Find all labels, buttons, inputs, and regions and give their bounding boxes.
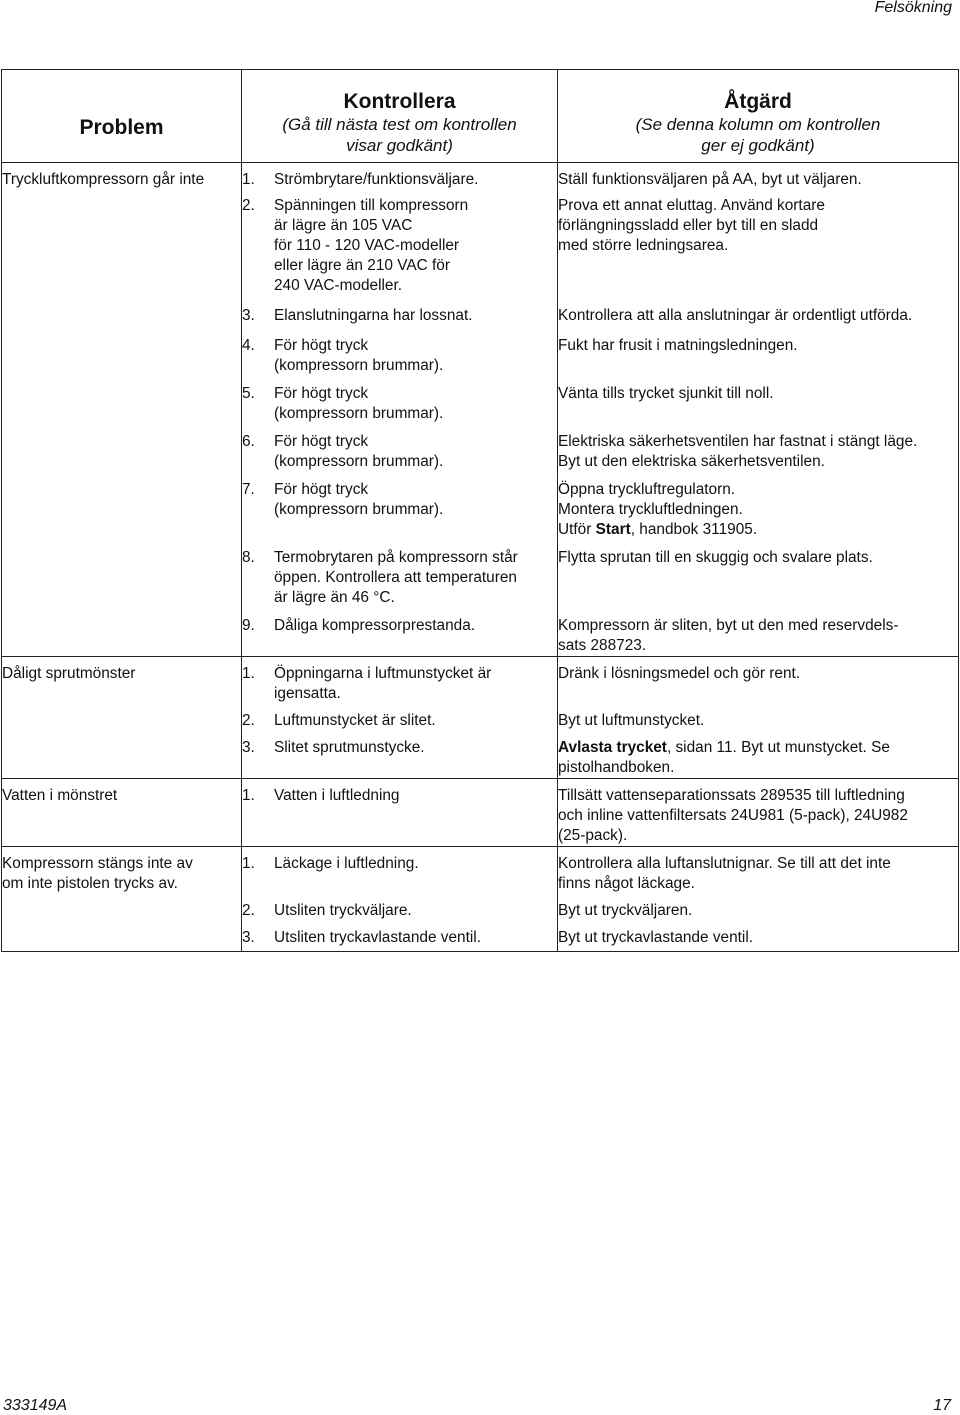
table-header-row — [2, 70, 959, 163]
check-cell — [242, 190, 558, 296]
table-row — [2, 326, 959, 376]
check-cell — [242, 847, 558, 895]
action-text: Flytta sprutan till en skuggig och svalare plats. — [558, 549, 873, 566]
check-cell — [242, 540, 558, 608]
check-number: 1. — [242, 787, 255, 804]
table-row — [2, 424, 959, 472]
problem-cell — [2, 540, 242, 608]
check-number: 3. — [242, 307, 255, 324]
check-cell — [242, 704, 558, 731]
problem-cell — [2, 472, 242, 540]
action-line: Öppna tryckluftregulatorn. — [558, 481, 736, 498]
check-cell — [242, 779, 558, 847]
table-row — [2, 704, 959, 731]
action-cell — [558, 779, 959, 847]
problem-cell — [2, 847, 242, 895]
check-cell — [242, 921, 558, 952]
action-text: , sidan 11. Byt ut munstycket. Se pistolhandboken. — [558, 739, 890, 776]
check-cell — [242, 163, 558, 191]
check-text: Luftmunstycket är slitet. — [274, 712, 436, 729]
action-cell — [558, 921, 959, 952]
problem-cell — [2, 731, 242, 779]
action-text: Utför — [558, 521, 596, 538]
check-number: 2. — [242, 197, 255, 214]
action-cell — [558, 608, 959, 657]
action-text: Byt ut tryckavlastande ventil. — [558, 929, 754, 946]
check-cell — [242, 894, 558, 921]
check-number: 2. — [242, 712, 255, 729]
action-cell — [558, 163, 959, 191]
check-number: 6. — [242, 433, 255, 450]
table-row — [2, 190, 959, 296]
table-row — [2, 296, 959, 326]
table-row — [2, 540, 959, 608]
action-text: Kontrollera alla luftanslutnignar. Se till att det inte finns något läckage. — [558, 855, 891, 892]
check-cell — [242, 376, 558, 424]
table-row — [2, 731, 959, 779]
check-text: Strömbrytare/funktionsväljare. — [274, 171, 479, 188]
problem-cell — [2, 608, 242, 657]
table-row — [2, 657, 959, 705]
action-text: Kompressorn är sliten, byt ut den med reservdels- sats 288723. — [558, 617, 899, 654]
problem-cell — [2, 163, 242, 191]
action-cell — [558, 731, 959, 779]
action-cell — [558, 704, 959, 731]
action-cell — [558, 296, 959, 326]
action-cell — [558, 472, 959, 540]
action-text: Prova ett annat eluttag. Använd kortare förlängningssladd eller byt till en sladd med större ledningsarea. — [558, 197, 825, 254]
check-text: Öppningarna i luftmunstycket är igensatta. — [274, 665, 492, 702]
check-text: Termobrytaren på kompressorn står öppen. Kontrollera att temperaturen är lägre än 46 °C. — [274, 549, 518, 606]
table-row — [2, 779, 959, 847]
problem-cell — [2, 424, 242, 472]
check-number: 3. — [242, 739, 255, 756]
check-number: 8. — [242, 549, 255, 566]
action-text: Elektriska säkerhetsventilen har fastnat i stängt läge. Byt ut den elektriska säkerhetsventilen. — [558, 433, 918, 470]
check-text: För högt tryck (kompressorn brummar). — [274, 481, 444, 518]
check-cell — [242, 472, 558, 540]
check-number: 9. — [242, 617, 255, 634]
check-text: Utsliten tryckväljare. — [274, 902, 412, 919]
check-number: 4. — [242, 337, 255, 354]
check-cell — [242, 731, 558, 779]
page-number: 17 — [933, 1397, 951, 1414]
section-title: Felsökning — [874, 0, 952, 16]
action-text: , handbok 311905. — [630, 521, 758, 538]
check-text: Utsliten tryckavlastande ventil. — [274, 929, 482, 946]
table-row — [2, 163, 959, 191]
table-row — [2, 921, 959, 952]
problem-cell — [2, 296, 242, 326]
problem-text: Kompressorn stängs inte av om inte pistolen trycks av. — [2, 855, 193, 892]
header-check: Kontrollera (Gå till nästa test om kontrollen visar godkänt) — [242, 70, 558, 163]
troubleshooting-table — [1, 69, 959, 952]
check-number: 2. — [242, 902, 255, 919]
check-text: Slitet sprutmunstycke. — [274, 739, 425, 756]
problem-cell — [2, 326, 242, 376]
action-cell — [558, 376, 959, 424]
action-text: Fukt har frusit i matningsledningen. — [558, 337, 798, 354]
action-cell — [558, 847, 959, 895]
check-cell — [242, 608, 558, 657]
action-text: Dränk i lösningsmedel och gör rent. — [558, 665, 801, 682]
check-text: För högt tryck (kompressorn brummar). — [274, 433, 444, 470]
action-text: Byt ut luftmunstycket. — [558, 712, 705, 729]
check-cell — [242, 296, 558, 326]
action-cell — [558, 190, 959, 296]
check-text: Spänningen till kompressorn är lägre än 105 VAC för 110 - 120 VAC-modeller eller lägre än 210 VAC för 240 VAC-modeller. — [274, 197, 469, 294]
action-bold-text: Avlasta trycket — [558, 739, 667, 756]
problem-cell — [2, 704, 242, 731]
problem-text: Dåligt sprutmönster — [2, 665, 136, 682]
check-number: 7. — [242, 481, 255, 498]
action-cell — [558, 326, 959, 376]
problem-cell — [2, 894, 242, 921]
action-cell — [558, 540, 959, 608]
table-row — [2, 472, 959, 540]
action-text: Vänta tills trycket sjunkit till noll. — [558, 385, 774, 402]
header-action: Åtgärd (Se denna kolumn om kontrollen ger ej godkänt) — [558, 70, 959, 163]
table-row — [2, 376, 959, 424]
check-number: 1. — [242, 855, 255, 872]
check-cell — [242, 326, 558, 376]
problem-cell — [2, 657, 242, 705]
check-text: Vatten i luftledning — [274, 787, 400, 804]
action-cell — [558, 657, 959, 705]
check-cell — [242, 424, 558, 472]
problem-text: Vatten i mönstret — [2, 787, 118, 804]
header-problem: Problem — [2, 70, 242, 163]
problem-cell — [2, 779, 242, 847]
check-number: 1. — [242, 665, 255, 682]
check-number: 1. — [242, 171, 255, 188]
action-bold-text: Start — [595, 521, 631, 538]
check-number: 3. — [242, 929, 255, 946]
document-number: 333149A — [3, 1397, 68, 1414]
table-row — [2, 608, 959, 657]
action-line — [558, 520, 958, 540]
action-text: Ställ funktionsväljaren på AA, byt ut väljaren. — [558, 171, 862, 188]
action-text: Byt ut tryckväljaren. — [558, 902, 693, 919]
check-text: För högt tryck (kompressorn brummar). — [274, 385, 444, 422]
action-cell — [558, 424, 959, 472]
problem-text: Tryckluftkompressorn går inte — [2, 171, 205, 188]
problem-cell — [2, 376, 242, 424]
table-row — [2, 847, 959, 895]
check-text: För högt tryck (kompressorn brummar). — [274, 337, 444, 374]
check-text: Elanslutningarna har lossnat. — [274, 307, 473, 324]
action-line: Montera tryckluftledningen. — [558, 501, 743, 518]
check-text: Läckage i luftledning. — [274, 855, 419, 872]
check-cell — [242, 657, 558, 705]
check-number: 5. — [242, 385, 255, 402]
check-text: Dåliga kompressorprestanda. — [274, 617, 476, 634]
problem-cell — [2, 190, 242, 296]
problem-cell — [2, 921, 242, 952]
action-cell — [558, 894, 959, 921]
table-row — [2, 894, 959, 921]
action-text: Tillsätt vattenseparationssats 289535 till luftledning och inline vattenfiltersats 24U981 (5-pack), 24U982 (25-pack). — [558, 787, 908, 844]
action-text: Kontrollera att alla anslutningar är ordentligt utförda. — [558, 307, 913, 324]
